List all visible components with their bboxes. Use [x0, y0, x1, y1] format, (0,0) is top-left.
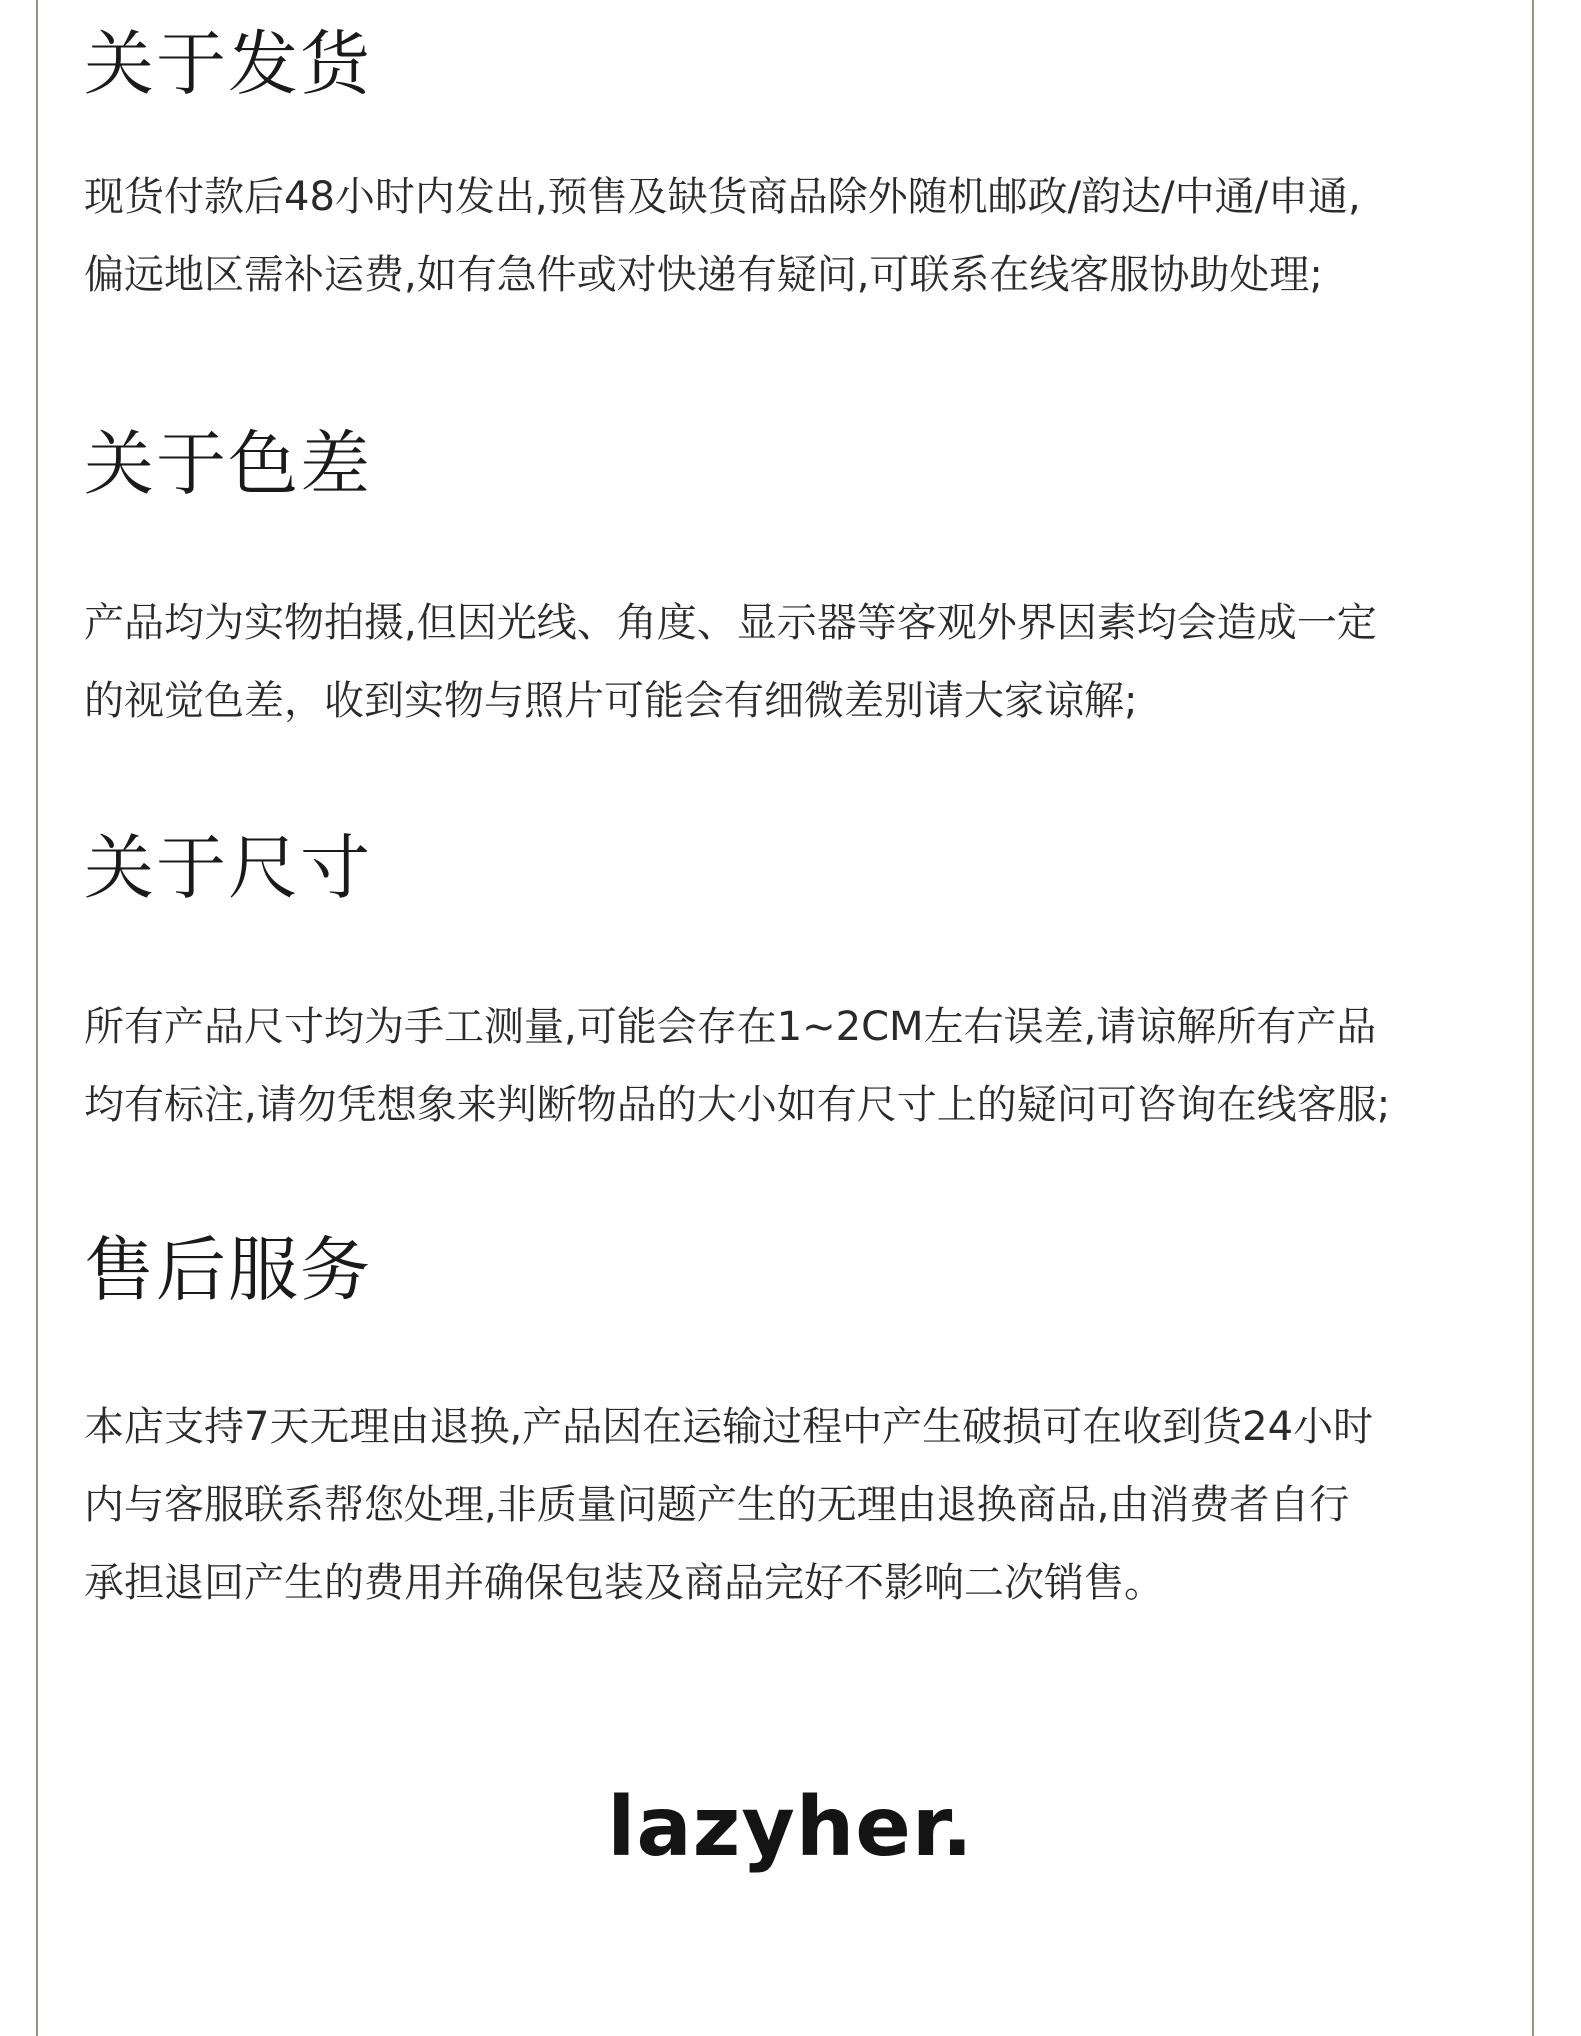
size-heading: 关于尺寸	[84, 827, 372, 909]
after-sales-line-1: 本店支持7天无理由退换,产品因在运输过程中产生破损可在收到货24小时	[84, 1404, 1374, 1450]
shipping-text	[84, 158, 1361, 314]
size-line-1: 所有产品尺寸均为手工测量,可能会存在1~2CM左右误差,请谅解所有产品	[84, 1004, 1377, 1050]
color-difference-line-2: 的视觉色差，收到实物与照片可能会有细微差别请大家谅解;	[84, 678, 1138, 724]
size-line-2: 均有标注,请勿凭想象来判断物品的大小如有尺寸上的疑问可咨询在线客服;	[84, 1082, 1391, 1128]
after-sales-heading: 售后服务	[84, 1229, 372, 1311]
after-sales-text	[84, 1388, 1373, 1622]
color-difference-heading: 关于色差	[84, 423, 372, 505]
brand-logo: lazyher.	[607, 1780, 974, 1875]
shipping-line-2: 偏远地区需补运费,如有急件或对快递有疑问,可联系在线客服协助处理;	[84, 252, 1323, 298]
size-text	[84, 988, 1390, 1144]
color-difference-line-1: 产品均为实物拍摄,但因光线、角度、显示器等客观外界因素均会造成一定	[84, 600, 1377, 646]
after-sales-line-3: 承担退回产生的费用并确保包装及商品完好不影响二次销售。	[84, 1560, 1164, 1606]
shipping-heading: 关于发货	[84, 23, 372, 105]
color-difference-text	[84, 584, 1377, 740]
after-sales-line-2: 内与客服联系帮您处理,非质量问题产生的无理由退换商品,由消费者自行	[84, 1482, 1350, 1528]
shipping-line-1: 现货付款后48小时内发出,预售及缺货商品除外随机邮政/韵达/中通/申通,	[84, 174, 1361, 220]
